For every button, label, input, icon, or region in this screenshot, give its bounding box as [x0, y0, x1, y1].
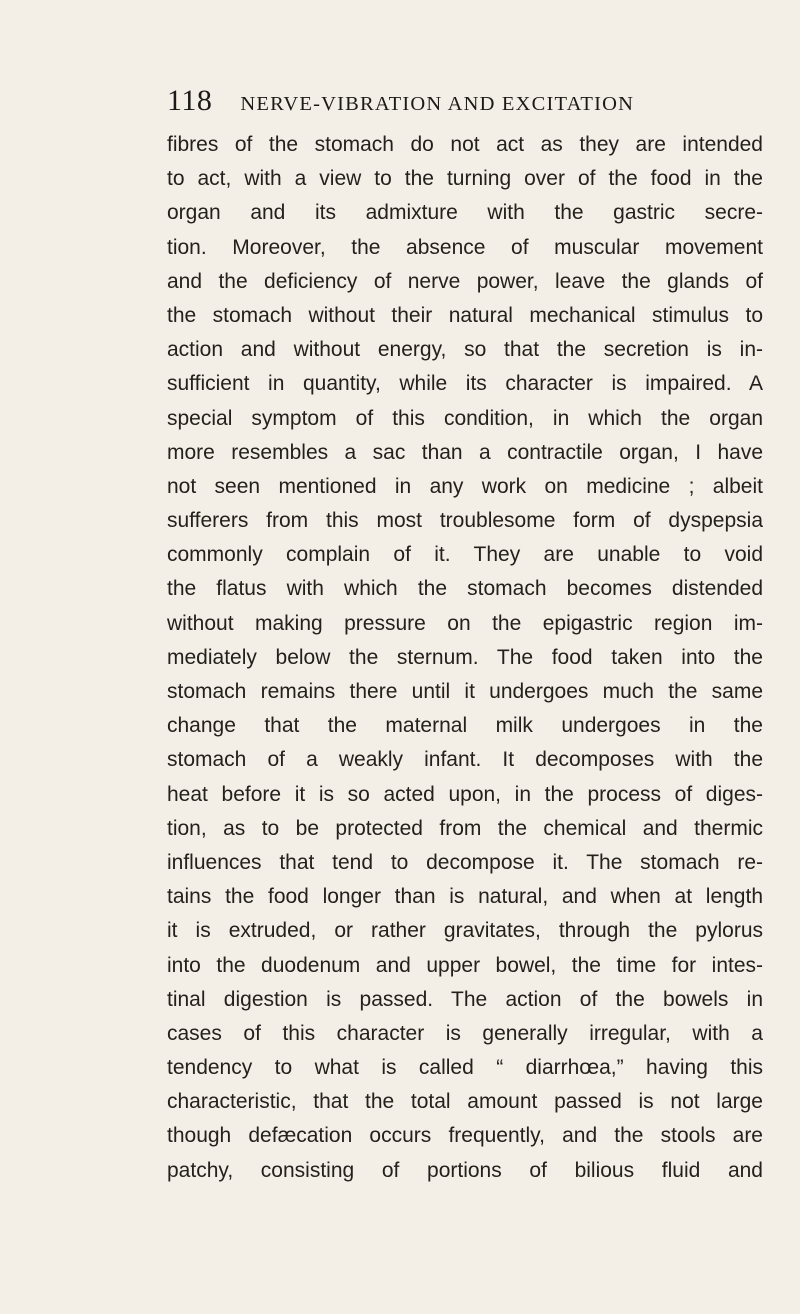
- text-line: fibres of the stomach do not act as they are intended: [167, 133, 763, 156]
- text-line: the stomach without their natural mechanical stimulus to: [167, 303, 763, 327]
- text-line: organ and its admixture with the gastric secre-: [167, 201, 763, 225]
- text-line: influences that tend to decompose it. The stomach re-: [167, 850, 763, 874]
- page-number: 118: [167, 84, 213, 117]
- text-line: though defæcation occurs frequently, and the stools are: [167, 1124, 763, 1148]
- text-line: to act, with a view to the turning over of the food in the: [167, 167, 763, 191]
- text-line: special symptom of this condition, in which the organ: [167, 406, 763, 430]
- text-line: into the duodenum and upper bowel, the time for intes-: [167, 953, 763, 977]
- text-line: sufferers from this most troublesome form of dyspepsia: [167, 509, 763, 533]
- text-line: stomach remains there until it undergoes much the same: [167, 680, 763, 703]
- running-head: [167, 84, 660, 124]
- text-line: mediately below the sternum. The food taken into the: [167, 645, 763, 669]
- text-line: tion, as to be protected from the chemical and thermic: [167, 816, 763, 840]
- text-line: commonly complain of it. They are unable to void: [167, 543, 763, 567]
- text-line: it is extruded, or rather gravitates, through the pylorus: [167, 919, 763, 943]
- text-line: tains the food longer than is natural, and when at length: [167, 885, 763, 909]
- text-line: stomach of a weakly infant. It decomposes with the: [167, 748, 763, 772]
- text-line: more resembles a sac than a contractile organ, I have: [167, 440, 763, 464]
- text-line: sufficient in quantity, while its character is impaired. A: [167, 372, 763, 396]
- text-line: tinal digestion is passed. The action of the bowels in: [167, 987, 763, 1011]
- text-line: characteristic, that the total amount passed is not large: [167, 1090, 763, 1114]
- text-line: action and without energy, so that the secretion is in-: [167, 338, 763, 362]
- text-line: the flatus with which the stomach becomes distended: [167, 577, 763, 601]
- text-line: not seen mentioned in any work on medicine ; albeit: [167, 474, 763, 498]
- text-line: heat before it is so acted upon, in the process of diges-: [167, 782, 763, 806]
- text-line: tendency to what is called “ diarrhœa,” having this: [167, 1056, 763, 1080]
- text-line: and the deficiency of nerve power, leave the glands of: [167, 269, 763, 293]
- text-line: change that the maternal milk undergoes in the: [167, 714, 763, 738]
- text-line: patchy, consisting of portions of bilious fluid and: [167, 1158, 763, 1182]
- text-line: cases of this character is generally irregular, with a: [167, 1021, 763, 1045]
- body-text: [167, 128, 763, 1188]
- running-title: NERVE-VIBRATION AND EXCITATION: [240, 93, 635, 115]
- text-line: tion. Moreover, the absence of muscular movement: [167, 235, 763, 259]
- text-line: without making pressure on the epigastric region im-: [167, 611, 763, 635]
